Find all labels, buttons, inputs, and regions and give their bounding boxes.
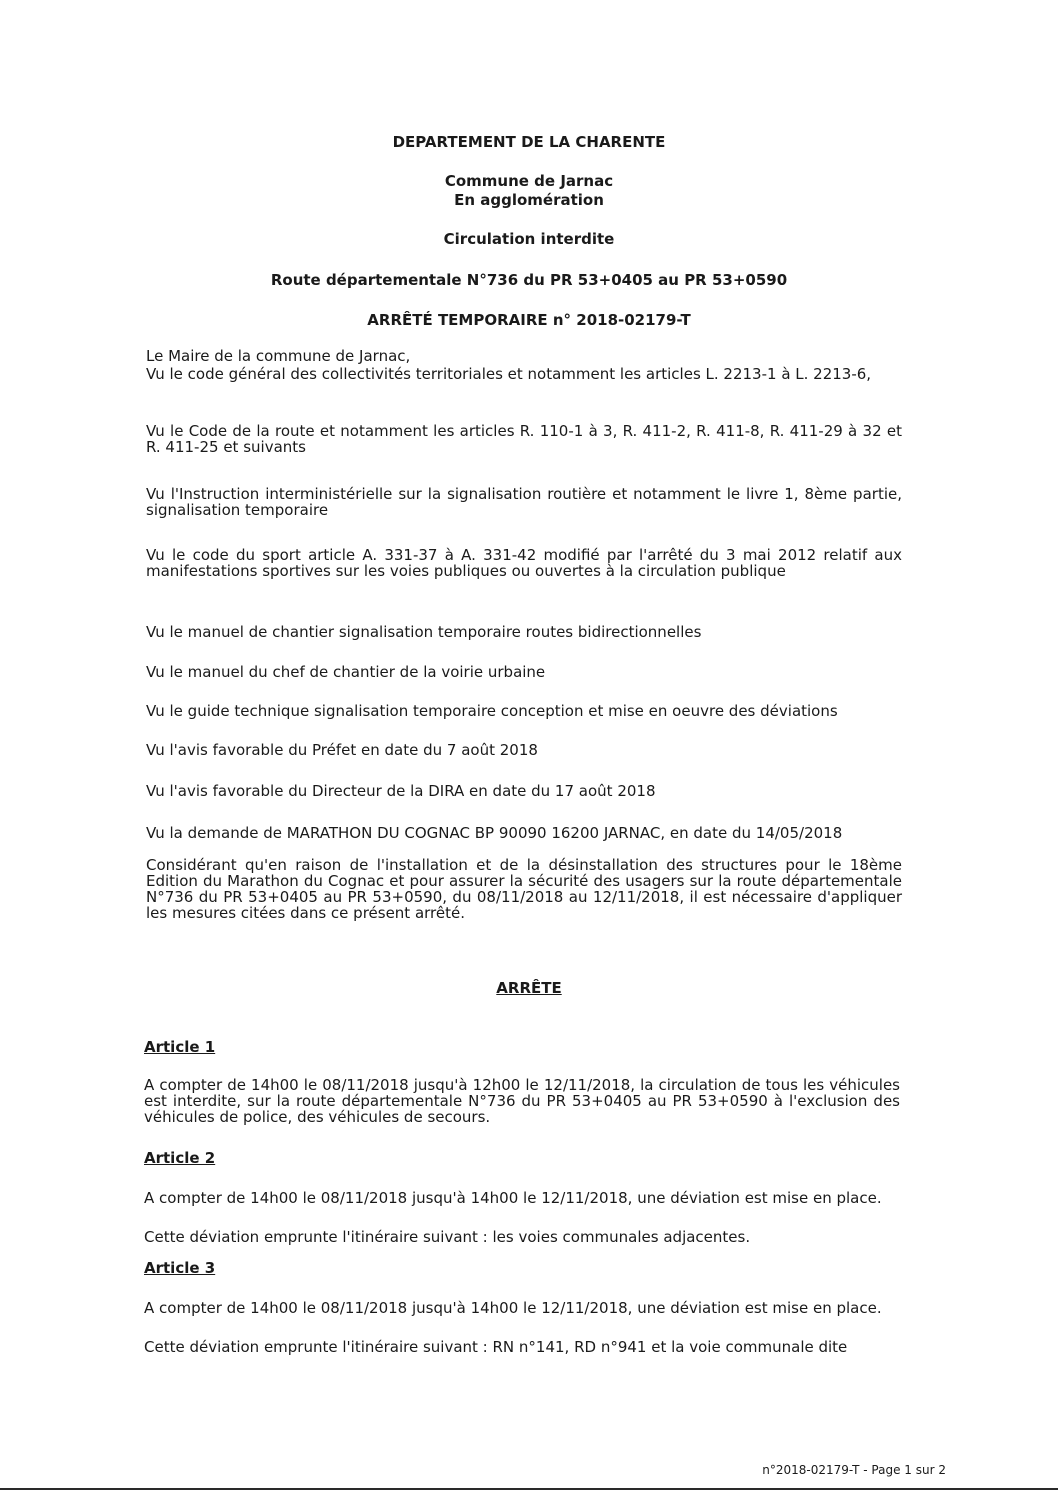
preamble-considerant: Considérant qu'en raison de l'installation et de la désinstallation des structures pour le 18ème Edition du Marathon du Cognac et pour assurer la sécurité des usagers sur la route départementale N°736 du PR 53+0405 au PR 53+0590, du 08/11/2018 au 12/11/2018, il est nécessaire d'appliquer les mesures citées dans ce présent arrêté. <box>146 856 902 922</box>
article-2-text: A compter de 14h00 le 08/11/2018 jusqu'à 14h00 le 12/11/2018, une déviation est mise en place. <box>144 1189 882 1207</box>
zone-heading: En agglomération <box>454 191 604 209</box>
article-1-text: A compter de 14h00 le 08/11/2018 jusqu'à 12h00 le 12/11/2018, la circulation de tous les véhicules est interdite, sur la route départementale N°736 du PR 53+0405 au PR 53+0590 à l'exclusion des véhicules de police, des véhicules de secours. <box>144 1076 900 1126</box>
mayor-line: Le Maire de la commune de Jarnac, <box>146 347 411 365</box>
article-2-title: Article 2 <box>144 1149 216 1167</box>
preamble-manuel-chef: Vu le manuel du chef de chantier de la voirie urbaine <box>146 663 546 681</box>
article-3-text: A compter de 14h00 le 08/11/2018 jusqu'à 14h00 le 12/11/2018, une déviation est mise en place. <box>144 1299 882 1317</box>
preamble-guide-technique: Vu le guide technique signalisation temporaire conception et mise en oeuvre des déviations <box>146 702 838 720</box>
preamble-code-sport: Vu le code du sport article A. 331-37 à A. 331-42 modifié par l'arrêté du 3 mai 2012 relatif aux manifestations sportives sur les voies publiques ou ouvertes à la circulation publique <box>146 546 902 580</box>
preamble-cgct: Vu le code général des collectivités territoriales et notamment les articles L. 2213-1 à L. 2213-6, <box>146 365 872 383</box>
preamble-avis-dira: Vu l'avis favorable du Directeur de la DIRA en date du 17 août 2018 <box>146 782 656 800</box>
article-2-itinerary: Cette déviation emprunte l'itinéraire suivant : les voies communales adjacentes. <box>144 1228 751 1246</box>
department-heading: DEPARTEMENT DE LA CHARENTE <box>392 133 666 151</box>
article-3-itinerary: Cette déviation emprunte l'itinéraire suivant : RN n°141, RD n°941 et la voie communale dite <box>144 1338 848 1356</box>
article-3-title: Article 3 <box>144 1259 216 1277</box>
preamble-demande: Vu la demande de MARATHON DU COGNAC BP 90090 16200 JARNAC, en date du 14/05/2018 <box>146 824 843 842</box>
preamble-instruction: Vu l'Instruction interministérielle sur la signalisation routière et notamment le livre 1, 8ème partie, signalisation temporaire <box>146 485 902 519</box>
preamble-code-route: Vu le Code de la route et notamment les articles R. 110-1 à 3, R. 411-2, R. 411-8, R. 411-29 à 32 et R. 411-25 et suivants <box>146 422 902 456</box>
route-heading: Route départementale N°736 du PR 53+0405 au PR 53+0590 <box>270 271 788 289</box>
commune-heading: Commune de Jarnac <box>444 172 614 190</box>
scan-edge-line <box>0 1488 1058 1490</box>
preamble-manuel-chantier: Vu le manuel de chantier signalisation temporaire routes bidirectionnelles <box>146 623 702 641</box>
page-footer: n°2018-02179-T - Page 1 sur 2 <box>762 1463 946 1477</box>
preamble-avis-prefet: Vu l'avis favorable du Préfet en date du 7 août 2018 <box>146 741 538 759</box>
subject-heading: Circulation interdite <box>443 230 615 248</box>
article-1-title: Article 1 <box>144 1038 216 1056</box>
decree-heading: ARRÊTE <box>496 979 562 997</box>
order-title: ARRÊTÉ TEMPORAIRE n° 2018-02179-T <box>367 311 691 329</box>
